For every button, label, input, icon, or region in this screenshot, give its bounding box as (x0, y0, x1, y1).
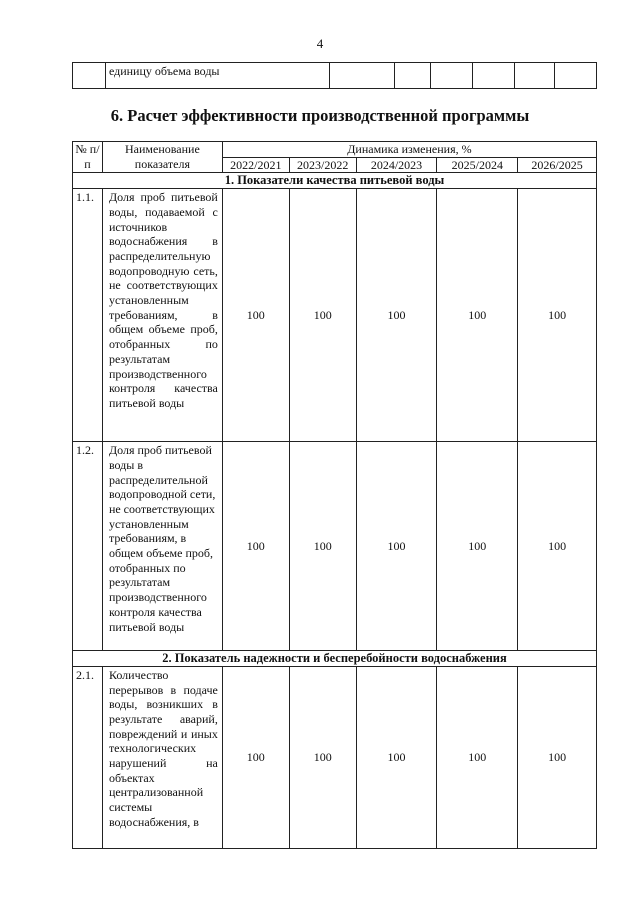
section-heading: 6. Расчет эффективности производственной программы (110, 106, 530, 125)
header-row (73, 142, 597, 158)
row-value: 100 (437, 442, 518, 651)
section-row (73, 173, 597, 189)
row-value: 100 (356, 666, 437, 848)
row-name: Доля проб питьевой воды, подаваемой с источников водоснабжения в распределительную водопроводную сеть, не соответствующих установленным требованиям, в общем объеме проб, отобранных по результатам производственного контроля качества питьевой воды (102, 189, 222, 442)
row-value: 100 (356, 442, 437, 651)
table-row (73, 666, 597, 848)
row-value: 100 (518, 189, 597, 442)
row-value: 100 (437, 189, 518, 442)
row-value: 100 (518, 666, 597, 848)
table-row (73, 442, 597, 651)
year-header: 2023/2022 (289, 157, 356, 173)
row-value: 100 (437, 666, 518, 848)
row-value: 100 (289, 189, 356, 442)
row-name: Доля проб питьевой воды в распределительной водопроводной сети, не соответствующих установленным требованиям, в общем объеме проб, отобранных по результатам производственного контроля качества питьевой воды (102, 442, 222, 651)
previous-table-fragment (72, 62, 597, 89)
row-number: 2.1. (73, 666, 103, 848)
row-number: 1.2. (73, 442, 103, 651)
section-row (73, 651, 597, 667)
row-value: 100 (356, 189, 437, 442)
row-value: 100 (222, 189, 289, 442)
row-value: 100 (222, 442, 289, 651)
row-value: 100 (222, 666, 289, 848)
row-number: 1.1. (73, 189, 103, 442)
row-label: единицу объема воды (105, 63, 329, 89)
row-value: 100 (289, 666, 356, 848)
section-title-reliability: 2. Показатель надежности и бесперебойности водоснабжения (73, 651, 597, 667)
year-header: 2025/2024 (437, 157, 518, 173)
year-header: 2022/2021 (222, 157, 289, 173)
col-dynamics-header: Динамика изменения, % (222, 142, 596, 158)
section-title-quality: 1. Показатели качества питьевой воды (73, 173, 597, 189)
year-header: 2024/2023 (356, 157, 437, 173)
row-name: Количество перерывов в подаче воды, возникших в результате аварий, повреждений и иных технологических нарушений на объектах централизованной системы водоснабжения, в (102, 666, 222, 848)
row-value: 100 (518, 442, 597, 651)
year-header: 2026/2025 (518, 157, 597, 173)
col-number-header: № п/п (73, 142, 103, 173)
col-name-header: Наименование показателя (102, 142, 222, 173)
table-row (73, 63, 597, 89)
page-number: 4 (316, 36, 324, 51)
efficiency-table (72, 141, 597, 849)
row-value: 100 (289, 442, 356, 651)
table-row (73, 189, 597, 442)
